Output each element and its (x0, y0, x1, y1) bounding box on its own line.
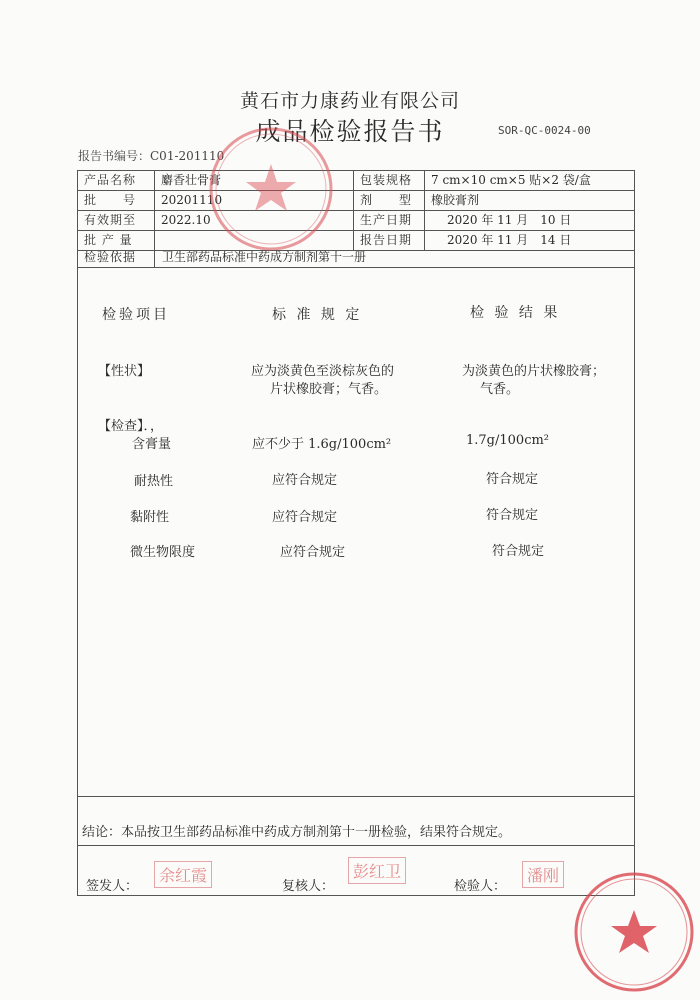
character-label: 【性状】 (98, 364, 151, 379)
document-title: 成品检验报告书 (255, 117, 445, 146)
info-row-1 (78, 171, 635, 191)
character-std-line2: 片状橡胶膏；气香。 (270, 382, 388, 397)
inspector-stamp: 潘刚 (522, 861, 564, 888)
row-result: 1.7g/100cm² (466, 433, 550, 448)
conclusion-text: 结论：本品按卫生部药品标准中药成方制剂第十一册检验，结果符合规定。 (82, 825, 512, 840)
row-result: 符合规定 (492, 544, 545, 559)
product-info-table (77, 170, 635, 251)
document-code: SOR-QC-0024-00 (498, 124, 591, 137)
issuer-label: 签发人： (86, 879, 139, 894)
prod-date-label: 生产日期 (354, 211, 425, 231)
header-standard: 标 准 规 定 (272, 307, 363, 323)
product-name-label: 产品名称 (78, 171, 155, 191)
row-standard: 应符合规定 (272, 510, 338, 525)
inspection-body (77, 268, 635, 797)
row-standard: 应不少于 1.6g/100cm² (252, 437, 392, 452)
company-name: 黄石市力康药业有限公司 (239, 90, 460, 112)
character-result-line2: 气香。 (480, 382, 520, 397)
header-result: 检 验 结 果 (470, 305, 561, 321)
row-item: 耐热性 (134, 474, 174, 489)
basis-row (77, 248, 635, 268)
reviewer-stamp: 彭红卫 (348, 857, 406, 884)
expiry-label: 有效期至 (78, 211, 155, 231)
row-result: 符合规定 (486, 472, 539, 487)
character-std-line1: 应为淡黄色至淡棕灰色的 (251, 364, 395, 379)
company-seal-top (206, 124, 336, 254)
expiry-value: 2022.10 (155, 211, 354, 231)
header-item: 检验项目 (102, 307, 170, 323)
report-date-label: 报告日期 (354, 231, 425, 251)
row-result: 符合规定 (486, 508, 539, 523)
check-label: 【检查】．， (98, 419, 164, 434)
issuer-stamp: 余红霞 (154, 861, 212, 888)
row-item: 黏附性 (130, 510, 170, 525)
package-value: 7 cm×10 cm×5 贴×2 袋/盒 (425, 171, 635, 191)
qty-label: 批 产 量 (78, 231, 155, 251)
prod-date-value: 2020 年 11 月 10 日 (425, 211, 635, 231)
report-number: 报告书编号：C01-201110 (78, 149, 225, 163)
basis-label: 检验依据 (78, 248, 155, 267)
batch-value: 20201110 (155, 191, 354, 211)
row-standard: 应符合规定 (272, 473, 338, 488)
quality-dept-seal (570, 868, 698, 996)
basis-value: 卫生部药品标准中药成方制剂第十一册 (162, 250, 367, 264)
report-date-value: 2020 年 11 月 14 日 (425, 231, 635, 251)
conclusion-row (77, 796, 635, 846)
form-label: 剂 型 (354, 191, 425, 211)
batch-label: 批 号 (78, 191, 155, 211)
row-standard: 应符合规定 (280, 545, 346, 560)
info-row-2 (78, 191, 635, 211)
character-result-line1: 为淡黄色的片状橡胶膏； (462, 364, 606, 379)
inspector-label: 检验人： (454, 879, 507, 894)
package-label: 包装规格 (354, 171, 425, 191)
form-value: 橡胶膏剂 (425, 191, 635, 211)
signature-row (77, 845, 635, 896)
reviewer-label: 复核人： (282, 879, 335, 894)
row-item: 微生物限度 (130, 545, 196, 560)
product-name-value: 麝香壮骨膏 (155, 171, 354, 191)
row-item: 含膏量 (132, 437, 172, 452)
info-row-3 (78, 211, 635, 231)
